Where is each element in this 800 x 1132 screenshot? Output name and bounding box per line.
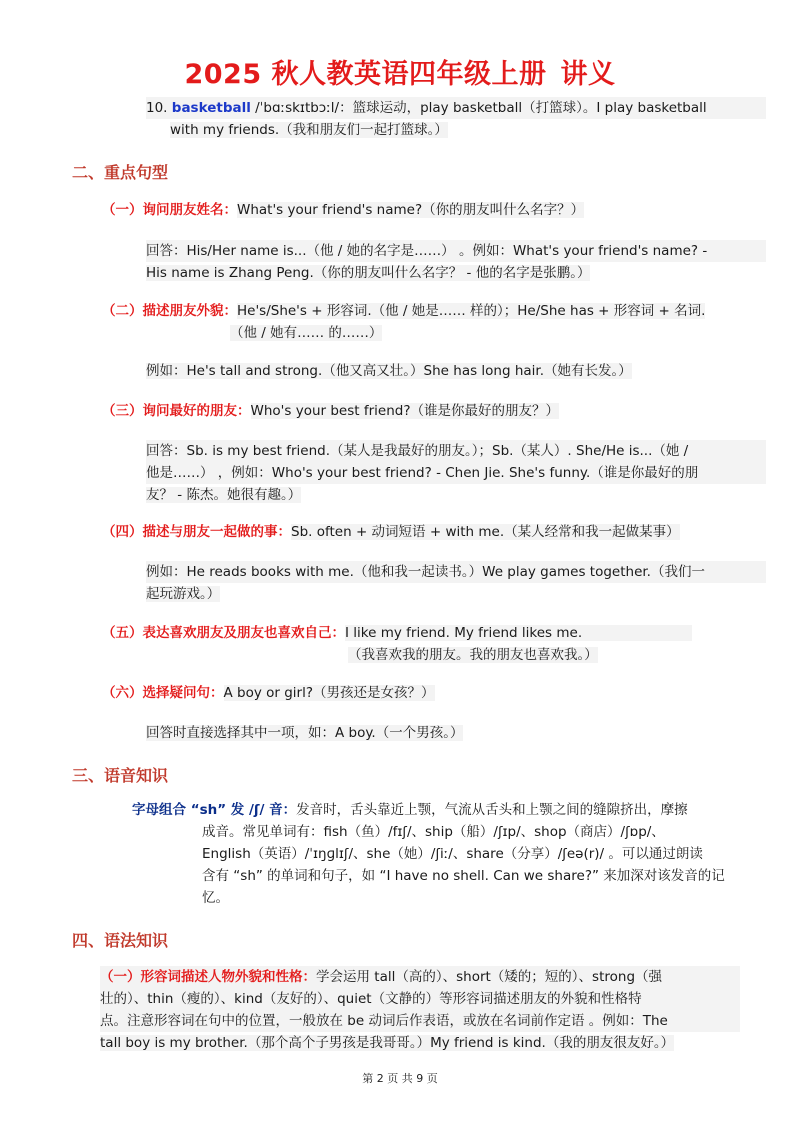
vocab-item-basketball — [146, 97, 766, 141]
page-number: 第 2 页 共 9 页 — [362, 1072, 438, 1085]
sentence-item-4-example — [146, 561, 766, 605]
item-label: （二）描述朋友外貌： — [102, 303, 237, 319]
sentence-item-5 — [102, 622, 762, 666]
sentence-item-1 — [102, 199, 762, 221]
phonics-line: 含有 “sh” 的单词和句子，如 “I have no shell. Can we share?” 来加深对该发音的记 — [202, 868, 725, 884]
answer-line: 回答时直接选择其中一项，如：A boy.（一个男孩。） — [146, 725, 464, 741]
title-suffix: 讲义 — [560, 59, 616, 90]
page-title — [0, 52, 800, 91]
phonics-line: English（英语）/ˈɪŋɡlɪʃ/、she（她）/ʃiː/、share（分享）/ʃeə(r)/ 。可以通过朗读 — [202, 846, 703, 862]
item-text: What's your friend's name?（你的朋友叫什么名字？） — [237, 202, 585, 218]
sentence-item-3 — [102, 400, 762, 422]
item-text: Sb. often + 动词短语 + with me.（某人经常和我一起做某事） — [291, 524, 680, 540]
answer-line: 友？ - 陈杰。她很有趣。） — [146, 487, 302, 503]
answer-line: 回答：Sb. is my best friend.（某人是我最好的朋友。）；Sb.（某人）. She/He is...（她 / — [146, 440, 766, 462]
sentence-item-6 — [102, 682, 762, 704]
phonics-block — [132, 799, 742, 909]
sentence-item-3-answer — [146, 440, 766, 506]
item-label: （四）描述与朋友一起做的事： — [102, 524, 291, 540]
sentence-item-2-example — [146, 360, 766, 382]
answer-line: His name is Zhang Peng.（你的朋友叫什么名字？ - 他的名字是张鹏。） — [146, 265, 591, 281]
item-text: A boy or girl?（男孩还是女孩？） — [223, 685, 435, 701]
grammar-line: 壮的）、thin（瘦的）、kind（友好的）、quiet（文静的）等形容词描述朋友的外貌和性格特 — [100, 988, 740, 1010]
item-label: （五）表达喜欢朋友及朋友也喜欢自己： — [102, 625, 345, 641]
item-text: Who's your best friend?（谁是你最好的朋友？） — [250, 403, 559, 419]
vocab-word: basketball — [171, 100, 251, 116]
grammar-line: 学会运用 tall（高的）、short（矮的；短的）、strong（强 — [316, 969, 663, 985]
answer-line: 他是……） ，例如：Who's your best friend? - Chen Jie. She's funny.（谁是你最好的朋 — [146, 462, 766, 484]
vocab-example: with my friends.（我和朋友们一起打篮球。） — [170, 122, 448, 138]
section-heading-grammar: 四、语法知识 — [72, 931, 169, 950]
sentence-item-6-answer — [146, 722, 766, 744]
phonics-label: 字母组合 “sh” 发 /ʃ/ 音： — [132, 802, 297, 818]
grammar-line: 点。注意形容词在句中的位置，一般放在 be 动词后作表语，或放在名词前作定语 。例如：The — [100, 1010, 740, 1032]
item-text: He's/She's + 形容词.（他 / 她是…… 样的）；He/She has + 形容词 + 名词. — [237, 303, 706, 319]
grammar-line: tall boy is my brother.（那个高个子男孩是我哥哥。）My friend is kind.（我的朋友很友好。） — [100, 1035, 675, 1051]
title-main: 2025 秋人教英语四年级上册 — [184, 59, 547, 90]
phonics-line: 成音。常见单词有：fish（鱼）/fɪʃ/、ship（船）/ʃɪp/、shop（商店）/ʃɒp/、 — [202, 824, 665, 840]
vocab-number: 10. — [146, 100, 168, 116]
item-text: （我喜欢我的朋友。我的朋友也喜欢我。） — [348, 647, 598, 663]
phonics-line: 发音时，舌头靠近上颚，气流从舌头和上颚之间的缝隙挤出，摩擦 — [296, 802, 688, 818]
phonics-line: 忆。 — [202, 890, 229, 906]
example-line: 起玩游戏。） — [146, 586, 221, 602]
grammar-label: （一）形容词描述人物外貌和性格： — [100, 969, 316, 985]
grammar-block — [100, 966, 740, 1054]
sentence-item-1-answer — [146, 240, 766, 284]
sentence-item-4 — [102, 521, 762, 543]
example-line: 例如：He's tall and strong.（他又高又壮。）She has long hair.（她有长发。） — [146, 363, 632, 379]
vocab-definition: /ˈbɑːskɪtbɔːl/：篮球运动，play basketball（打篮球）。I play basketball — [250, 100, 707, 116]
sentence-item-2 — [102, 300, 762, 344]
item-label: （一）询问朋友姓名： — [102, 202, 237, 218]
section-heading-key-sentences: 二、重点句型 — [72, 163, 169, 182]
section-heading-phonics: 三、语音知识 — [72, 766, 169, 785]
item-text: I like my friend. My friend likes me. — [345, 625, 692, 641]
vocab-line-1 — [146, 97, 766, 119]
answer-line: 回答：His/Her name is...（他 / 她的名字是……） 。例如：What's your friend's name? - — [146, 240, 766, 262]
example-line: 例如：He reads books with me.（他和我一起读书。）We play games together.（我们一 — [146, 561, 766, 583]
item-label: （三）询问最好的朋友： — [102, 403, 251, 419]
item-label: （六）选择疑问句： — [102, 685, 224, 701]
item-text: （他 / 她有…… 的……） — [230, 325, 383, 341]
